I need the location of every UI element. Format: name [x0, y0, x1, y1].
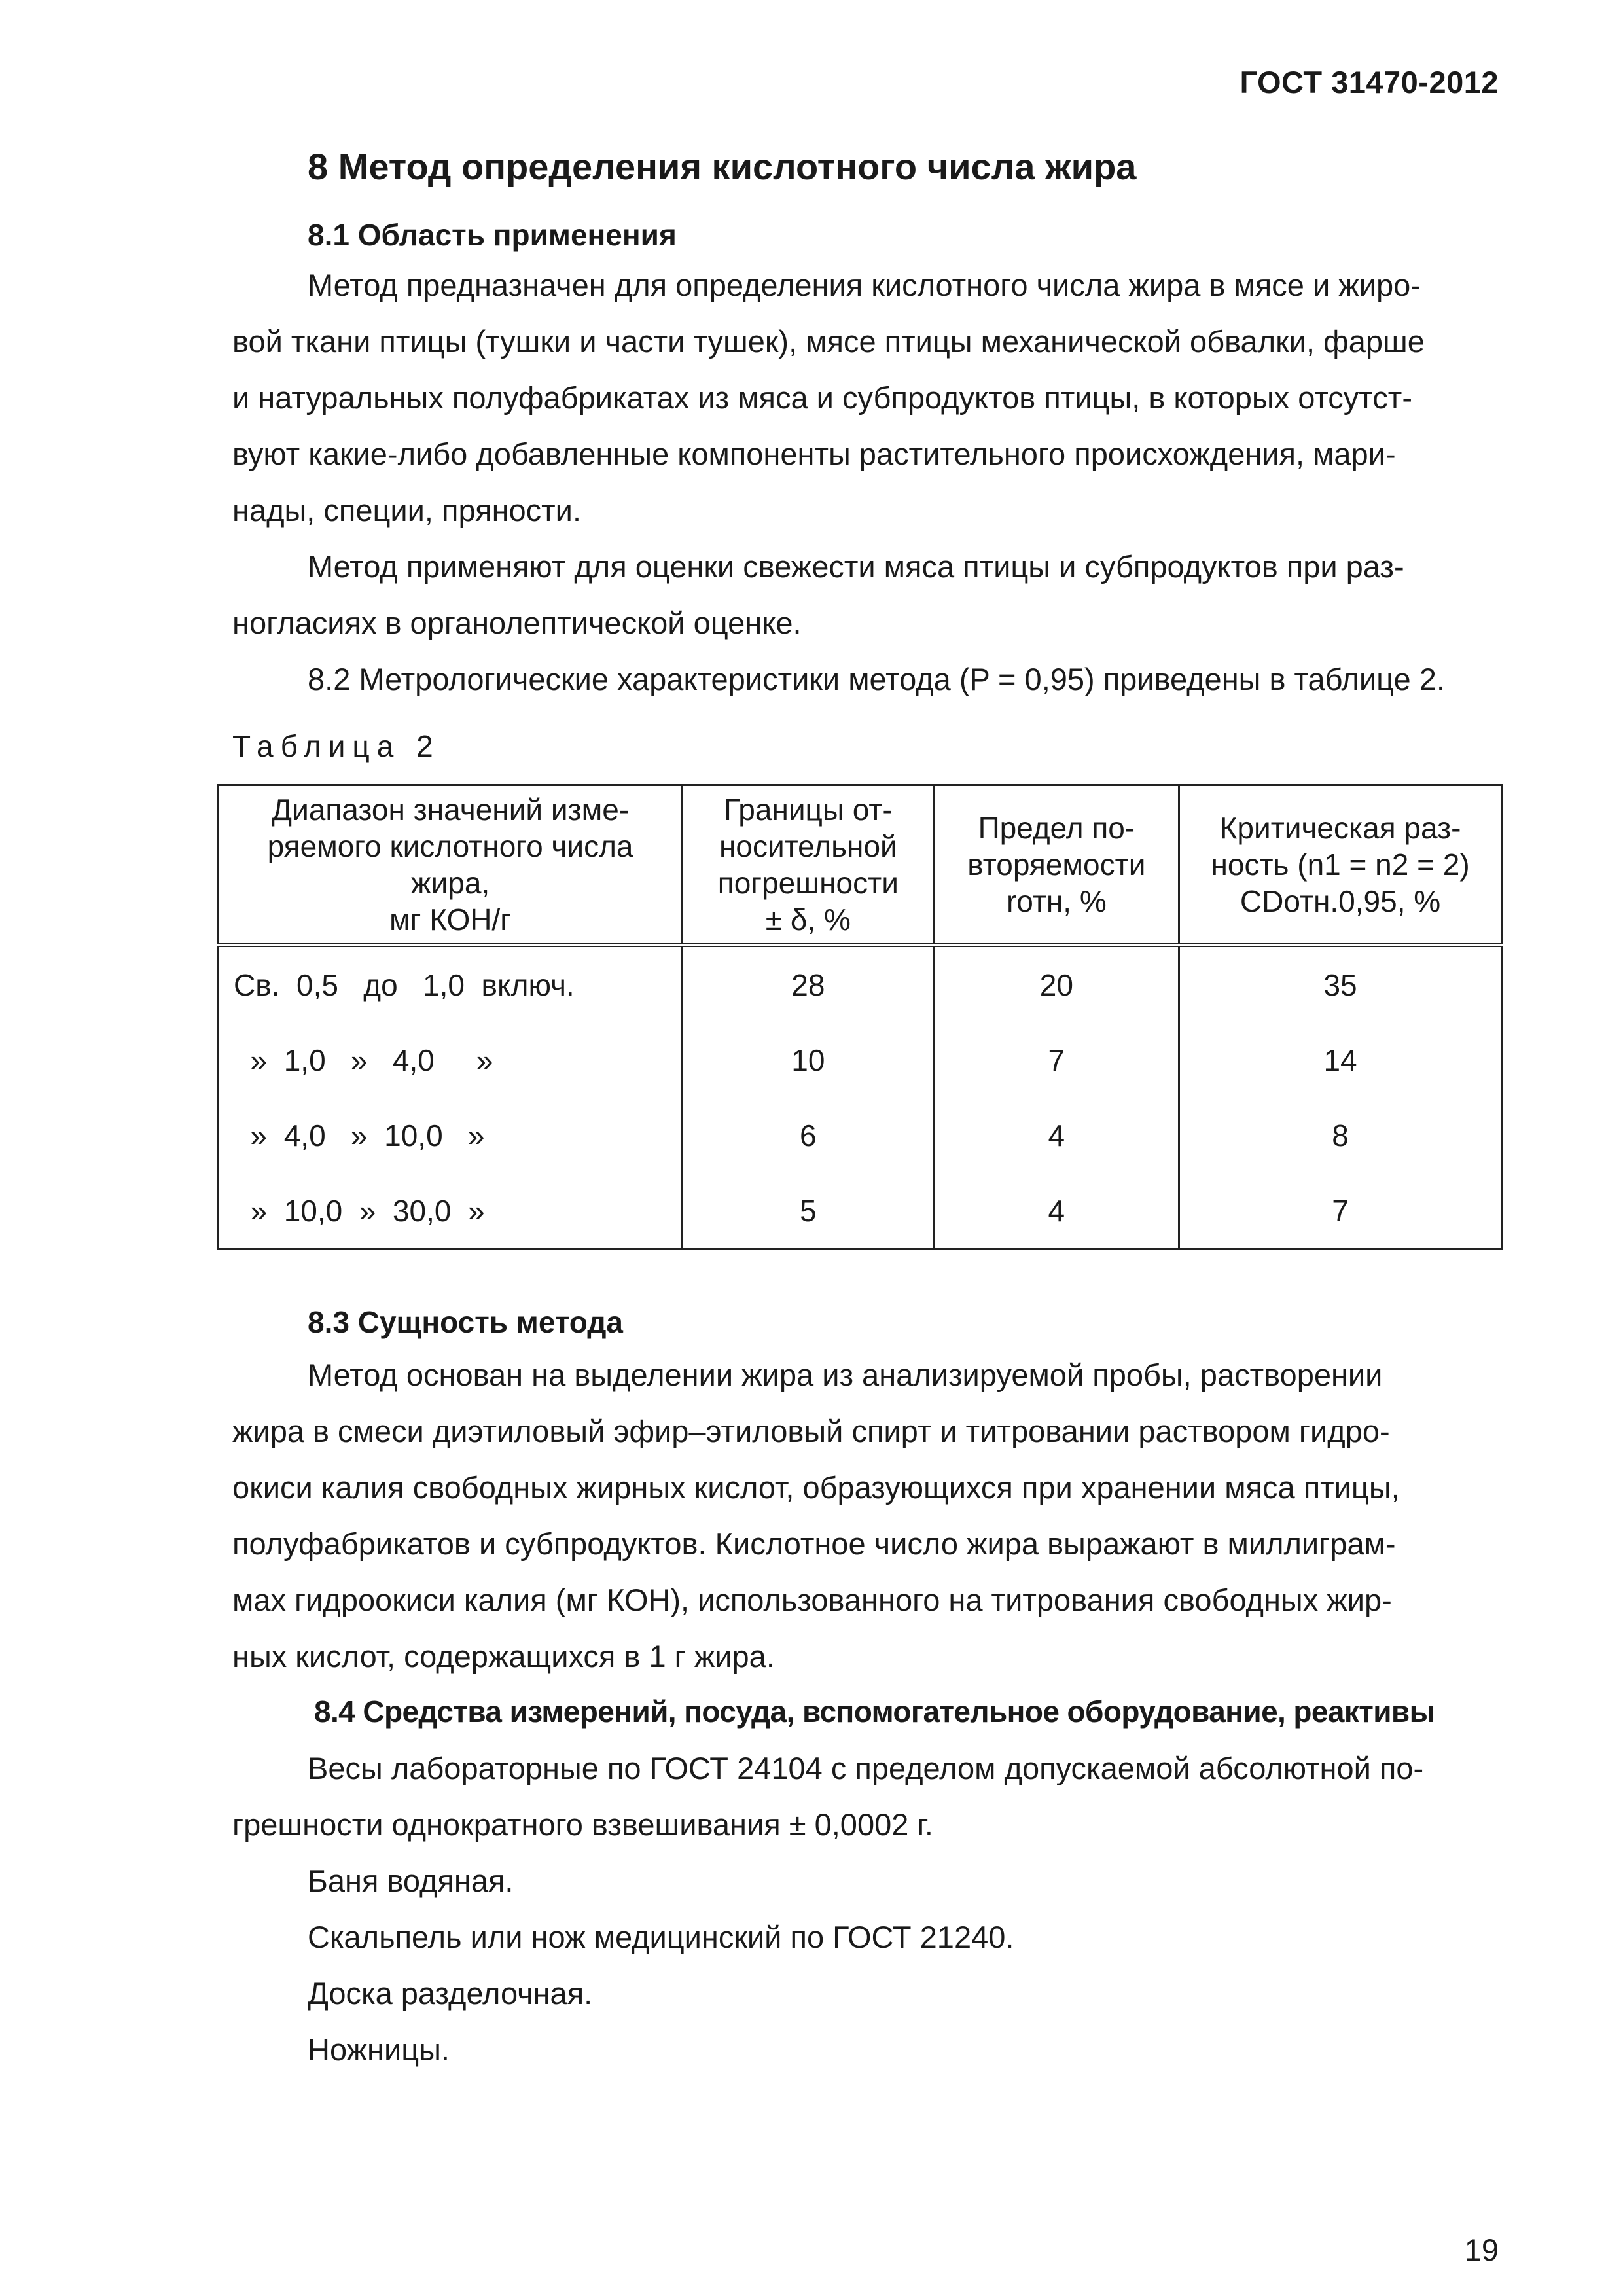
section-8-2-text: 8.2 Метрологические характеристики метода (P = 0,95) приведены в таблице 2.	[308, 662, 1445, 696]
section-8-4-title: 8.4 Средства измерений, посуда, вспомогательное оборудование, реактивы	[314, 1695, 1435, 1729]
cell-range: » 4,0 » 10,0 »	[219, 1098, 683, 1173]
text-line: мах гидроокиси калия (мг КОН), использованного на титрования свободных жир-	[232, 1583, 1392, 1617]
cell-r: 7	[934, 1022, 1179, 1098]
section-8-title: 8 Метод определения кислотного числа жира	[308, 146, 1137, 187]
cell-r: 4	[934, 1098, 1179, 1173]
cell-delta: 5	[683, 1173, 934, 1249]
table-row	[219, 1022, 1502, 1098]
header-text: Границы от- носительной погрешности ± δ, %	[717, 793, 899, 937]
cell-range: Св. 0,5 до 1,0 включ.	[219, 945, 683, 1022]
text-line: грешности однократного взвешивания ± 0,0002 г.	[232, 1807, 933, 1842]
page-number: 19	[1464, 2233, 1499, 2267]
cell-r: 20	[934, 945, 1179, 1022]
text-line: Весы лабораторные по ГОСТ 24104 с пределом допускаемой абсолютной по-	[308, 1751, 1424, 1785]
cell-delta: 10	[683, 1022, 934, 1098]
text-line: нады, специи, пряности.	[232, 493, 581, 528]
table-label: Таблица 2	[232, 729, 440, 763]
list-item: Скальпель или нож медицинский по ГОСТ 21240.	[308, 1920, 1014, 1954]
text-line: полуфабрикатов и субпродуктов. Кислотное число жира выражают в миллиграм-	[232, 1526, 1396, 1561]
text-line: Метод применяют для оценки свежести мяса птицы и субпродуктов при раз-	[308, 549, 1404, 584]
cell-range: » 1,0 » 4,0 »	[219, 1022, 683, 1098]
header-text: Предел по- вторяемости rотн, %	[967, 811, 1146, 918]
table-header-repeatability	[934, 785, 1179, 946]
text-line: и натуральных полуфабрикатах из мяса и субпродуктов птицы, в которых отсутст-	[232, 380, 1412, 415]
cell-r: 4	[934, 1173, 1179, 1249]
text-line: Метод основан на выделении жира из анализируемой пробы, растворении	[308, 1357, 1383, 1392]
metrology-table	[217, 784, 1503, 1250]
text-line: окиси калия свободных жирных кислот, образующихся при хранении мяса птицы,	[232, 1470, 1400, 1505]
text-line: вуют какие-либо добавленные компоненты растительного происхождения, мари-	[232, 437, 1396, 471]
table-header-critical-difference	[1179, 785, 1502, 946]
table-row	[219, 1098, 1502, 1173]
text-line: жира в смеси диэтиловый эфир–этиловый спирт и титровании раствором гидро-	[232, 1414, 1390, 1448]
text-line: ных кислот, содержащихся в 1 г жира.	[232, 1639, 775, 1674]
table-row	[219, 945, 1502, 1022]
section-8-3-title: 8.3 Сущность метода	[308, 1305, 623, 1339]
cell-cd: 8	[1179, 1098, 1502, 1173]
list-item: Баня водяная.	[308, 1863, 514, 1898]
cell-cd: 7	[1179, 1173, 1502, 1249]
header-text: Диапазон значений изме- ряемого кислотного числа жира, мг КОН/г	[267, 793, 633, 937]
list-item: Ножницы.	[308, 2032, 450, 2067]
table-header-range	[219, 785, 683, 946]
text-line: Метод предназначен для определения кислотного числа жира в мясе и жиро-	[308, 268, 1421, 302]
text-line: вой ткани птицы (тушки и части тушек), мясе птицы механической обвалки, фарше	[232, 324, 1425, 359]
document-code: ГОСТ 31470-2012	[1240, 65, 1499, 99]
section-8-1-title: 8.1 Область применения	[308, 218, 677, 252]
cell-cd: 14	[1179, 1022, 1502, 1098]
table-row	[219, 1173, 1502, 1249]
cell-range: » 10,0 » 30,0 »	[219, 1173, 683, 1249]
cell-delta: 6	[683, 1098, 934, 1173]
cell-cd: 35	[1179, 945, 1502, 1022]
cell-delta: 28	[683, 945, 934, 1022]
text-line: ногласиях в органолептической оценке.	[232, 605, 802, 640]
table-header-delta	[683, 785, 934, 946]
list-item: Доска разделочная.	[308, 1976, 593, 2011]
header-text: Критическая раз- ность (n1 = n2 = 2) CDотн.0,95, %	[1211, 811, 1470, 918]
